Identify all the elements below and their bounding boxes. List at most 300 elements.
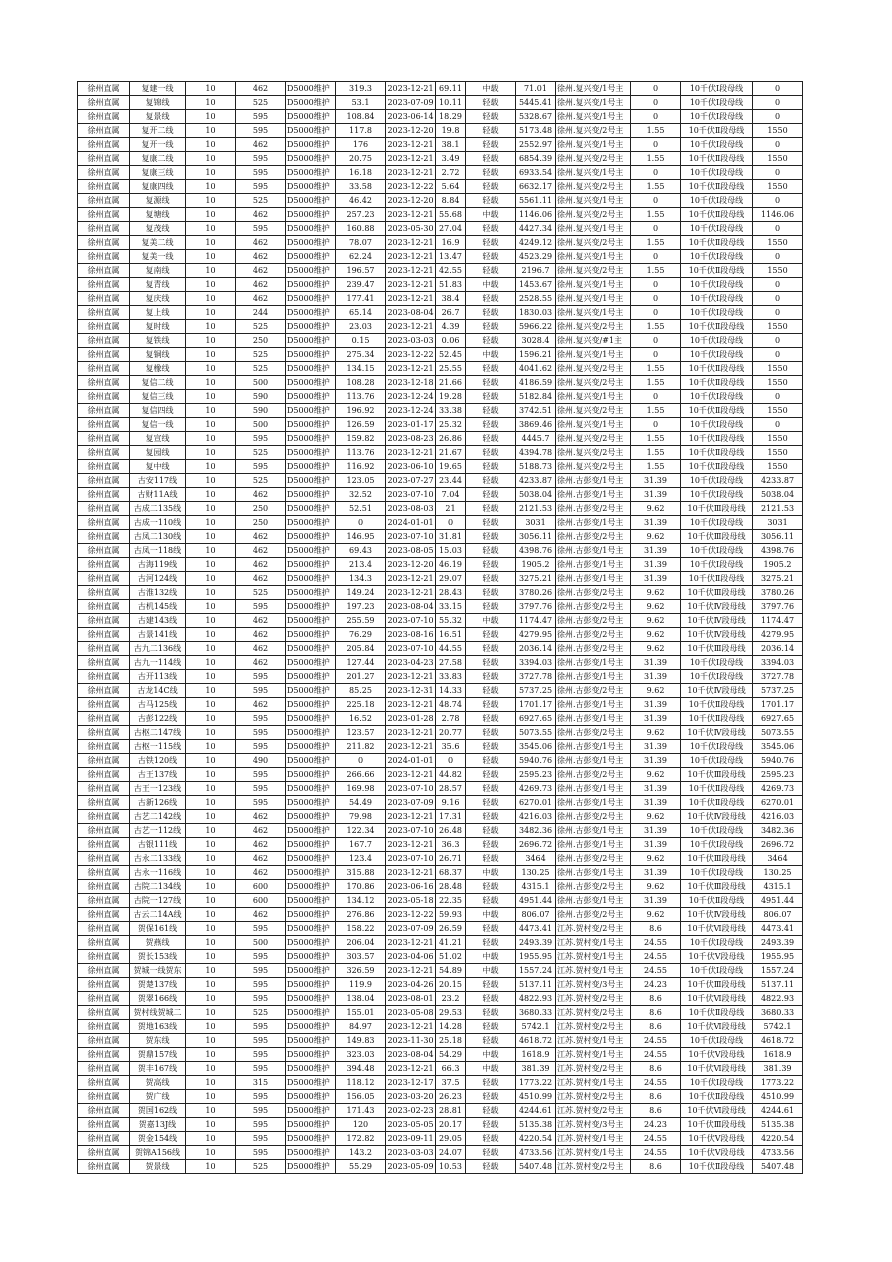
cell-system: D5000维护 (286, 726, 336, 740)
cell-transformer-load: 9.62 (631, 880, 681, 894)
cell-system: D5000维护 (286, 782, 336, 796)
cell-load-status: 中载 (466, 908, 516, 922)
cell-load: 54.49 (336, 796, 386, 810)
cell-load-rate: 25.18 (436, 1034, 466, 1048)
cell-transformer: 江苏.贺村变/1号主 (556, 964, 631, 978)
cell-busbar: 10千伏Ⅱ段母线 (681, 894, 753, 908)
cell-system: D5000维护 (286, 502, 336, 516)
cell-section: 500 (236, 376, 286, 390)
cell-transformer: 徐州.古彭变/1号主 (556, 572, 631, 586)
cell-voltage: 10 (186, 138, 236, 152)
cell-load: 123.57 (336, 726, 386, 740)
cell-voltage: 10 (186, 698, 236, 712)
cell-remaining: 4822.93 (516, 992, 556, 1006)
cell-open-capacity: 5407.48 (753, 1160, 803, 1174)
cell-remaining: 4523.29 (516, 250, 556, 264)
cell-section: 462 (236, 208, 286, 222)
cell-load-rate: 13.47 (436, 250, 466, 264)
cell-unit: 徐州直属 (78, 1034, 130, 1048)
cell-remaining: 5137.11 (516, 978, 556, 992)
cell-unit: 徐州直属 (78, 740, 130, 754)
cell-unit: 徐州直属 (78, 418, 130, 432)
cell-load-rate: 15.03 (436, 544, 466, 558)
cell-remaining: 1830.03 (516, 306, 556, 320)
cell-transformer-load: 31.39 (631, 474, 681, 488)
cell-transformer: 徐州.古彭变/2号主 (556, 852, 631, 866)
table-row (78, 768, 803, 782)
cell-load-status: 轻载 (466, 474, 516, 488)
cell-date: 2023-06-16 (386, 880, 436, 894)
cell-line-name: 古景141线 (130, 628, 186, 642)
cell-system: D5000维护 (286, 684, 336, 698)
cell-unit: 徐州直属 (78, 236, 130, 250)
table-row (78, 530, 803, 544)
cell-load-status: 轻载 (466, 166, 516, 180)
cell-busbar: 10千伏Ⅲ段母线 (681, 502, 753, 516)
cell-load-status: 轻载 (466, 992, 516, 1006)
cell-remaining: 3394.03 (516, 656, 556, 670)
cell-load-rate: 4.39 (436, 320, 466, 334)
cell-load-status: 轻载 (466, 138, 516, 152)
cell-open-capacity: 0 (753, 292, 803, 306)
cell-remaining: 5188.73 (516, 460, 556, 474)
cell-system: D5000维护 (286, 824, 336, 838)
cell-busbar: 10千伏Ⅲ段母线 (681, 642, 753, 656)
cell-busbar: 10千伏Ⅰ段母线 (681, 334, 753, 348)
cell-transformer-load: 8.6 (631, 1090, 681, 1104)
cell-line-name: 古王137线 (130, 768, 186, 782)
cell-open-capacity: 1773.22 (753, 1076, 803, 1090)
cell-load-rate: 46.19 (436, 558, 466, 572)
cell-unit: 徐州直属 (78, 1104, 130, 1118)
cell-section: 462 (236, 852, 286, 866)
cell-unit: 徐州直属 (78, 376, 130, 390)
cell-transformer-load: 31.39 (631, 656, 681, 670)
cell-section: 595 (236, 180, 286, 194)
cell-remaining: 4427.34 (516, 222, 556, 236)
cell-open-capacity: 4233.87 (753, 474, 803, 488)
cell-transformer-load: 0 (631, 418, 681, 432)
cell-busbar: 10千伏Ⅳ段母线 (681, 684, 753, 698)
cell-line-name: 贺国162线 (130, 1104, 186, 1118)
cell-line-name: 古凤一118线 (130, 544, 186, 558)
cell-load: 196.92 (336, 404, 386, 418)
cell-unit: 徐州直属 (78, 1020, 130, 1034)
cell-remaining: 3545.06 (516, 740, 556, 754)
cell-load: 196.57 (336, 264, 386, 278)
cell-transformer-load: 9.62 (631, 502, 681, 516)
cell-transformer: 徐州.古彭变/2号主 (556, 628, 631, 642)
cell-load-status: 轻载 (466, 880, 516, 894)
cell-open-capacity: 5137.11 (753, 978, 803, 992)
cell-load-status: 轻载 (466, 1020, 516, 1034)
cell-voltage: 10 (186, 362, 236, 376)
cell-remaining: 2196.7 (516, 264, 556, 278)
cell-section: 462 (236, 642, 286, 656)
table-row (78, 1048, 803, 1062)
cell-busbar: 10千伏Ⅲ段母线 (681, 880, 753, 894)
cell-voltage: 10 (186, 124, 236, 138)
cell-date: 2023-12-21 (386, 670, 436, 684)
cell-load: 52.51 (336, 502, 386, 516)
cell-open-capacity: 5742.1 (753, 1020, 803, 1034)
cell-load: 119.9 (336, 978, 386, 992)
cell-remaining: 4618.72 (516, 1034, 556, 1048)
cell-transformer: 徐州.复兴变/1号主 (556, 166, 631, 180)
cell-busbar: 10千伏Ⅳ段母线 (681, 726, 753, 740)
cell-section: 250 (236, 334, 286, 348)
cell-load-rate: 20.77 (436, 726, 466, 740)
table-row (78, 362, 803, 376)
cell-load: 159.82 (336, 432, 386, 446)
cell-open-capacity: 2595.23 (753, 768, 803, 782)
cell-section: 595 (236, 432, 286, 446)
cell-load-rate: 59.93 (436, 908, 466, 922)
cell-date: 2023-05-05 (386, 1118, 436, 1132)
cell-load-status: 轻载 (466, 1146, 516, 1160)
cell-busbar: 10千伏Ⅳ段母线 (681, 908, 753, 922)
cell-voltage: 10 (186, 810, 236, 824)
table-row (78, 950, 803, 964)
cell-date: 2023-07-09 (386, 96, 436, 110)
cell-remaining: 4186.59 (516, 376, 556, 390)
cell-open-capacity: 4216.03 (753, 810, 803, 824)
cell-unit: 徐州直属 (78, 180, 130, 194)
cell-voltage: 10 (186, 502, 236, 516)
cell-unit: 徐州直属 (78, 152, 130, 166)
cell-remaining: 4510.99 (516, 1090, 556, 1104)
table-row (78, 1062, 803, 1076)
cell-system: D5000维护 (286, 222, 336, 236)
cell-transformer-load: 8.6 (631, 1062, 681, 1076)
cell-load-rate: 28.48 (436, 880, 466, 894)
cell-open-capacity: 0 (753, 222, 803, 236)
cell-load-status: 轻载 (466, 236, 516, 250)
cell-transformer: 徐州.古彭变/2号主 (556, 768, 631, 782)
cell-line-name: 古成二135线 (130, 502, 186, 516)
table-row (78, 670, 803, 684)
cell-transformer-load: 31.39 (631, 824, 681, 838)
cell-remaining: 4398.76 (516, 544, 556, 558)
cell-unit: 徐州直属 (78, 796, 130, 810)
cell-line-name: 古银111线 (130, 838, 186, 852)
cell-transformer: 江苏.贺村变/1号主 (556, 1132, 631, 1146)
cell-busbar: 10千伏Ⅳ段母线 (681, 628, 753, 642)
cell-unit: 徐州直属 (78, 992, 130, 1006)
cell-load-status: 轻载 (466, 96, 516, 110)
cell-load-rate: 36.3 (436, 838, 466, 852)
cell-load-rate: 21.66 (436, 376, 466, 390)
cell-voltage: 10 (186, 1090, 236, 1104)
table-row (78, 1006, 803, 1020)
cell-transformer: 徐州.复兴变/1号主 (556, 348, 631, 362)
cell-unit: 徐州直属 (78, 572, 130, 586)
cell-system: D5000维护 (286, 166, 336, 180)
cell-busbar: 10千伏Ⅵ段母线 (681, 992, 753, 1006)
cell-open-capacity: 1550 (753, 362, 803, 376)
cell-section: 500 (236, 936, 286, 950)
cell-transformer: 徐州.古彭变/2号主 (556, 614, 631, 628)
cell-load-status: 轻载 (466, 306, 516, 320)
cell-load-rate: 54.89 (436, 964, 466, 978)
cell-section: 490 (236, 754, 286, 768)
cell-line-name: 复中线 (130, 460, 186, 474)
cell-busbar: 10千伏Ⅳ段母线 (681, 614, 753, 628)
cell-date: 2023-12-21 (386, 82, 436, 96)
cell-voltage: 10 (186, 628, 236, 642)
cell-section: 595 (236, 1132, 286, 1146)
cell-transformer-load: 31.39 (631, 516, 681, 530)
cell-section: 500 (236, 418, 286, 432)
cell-line-name: 贺长153线 (130, 950, 186, 964)
cell-load-rate: 23.44 (436, 474, 466, 488)
table-row (78, 614, 803, 628)
cell-load-rate: 0.06 (436, 334, 466, 348)
cell-voltage: 10 (186, 880, 236, 894)
table-row (78, 250, 803, 264)
cell-busbar: 10千伏Ⅱ段母线 (681, 124, 753, 138)
cell-date: 2023-12-21 (386, 250, 436, 264)
cell-transformer: 徐州.复兴变/1号主 (556, 390, 631, 404)
cell-transformer-load: 31.39 (631, 698, 681, 712)
cell-transformer: 徐州.复兴变/2号主 (556, 264, 631, 278)
cell-load-status: 轻载 (466, 1090, 516, 1104)
cell-load: 108.84 (336, 110, 386, 124)
cell-transformer: 徐州.古彭变/1号主 (556, 754, 631, 768)
cell-line-name: 贺村线贺城二 (130, 1006, 186, 1020)
cell-transformer-load: 8.6 (631, 922, 681, 936)
cell-remaining: 2036.14 (516, 642, 556, 656)
cell-remaining: 2493.39 (516, 936, 556, 950)
cell-unit: 徐州直属 (78, 208, 130, 222)
cell-voltage: 10 (186, 222, 236, 236)
cell-system: D5000维护 (286, 1104, 336, 1118)
cell-transformer: 徐州.古彭变/1号主 (556, 698, 631, 712)
cell-load: 78.07 (336, 236, 386, 250)
cell-unit: 徐州直属 (78, 782, 130, 796)
cell-unit: 徐州直属 (78, 1146, 130, 1160)
cell-load-status: 轻载 (466, 418, 516, 432)
cell-transformer: 徐州.古彭变/2号主 (556, 600, 631, 614)
cell-line-name: 古淮132线 (130, 586, 186, 600)
cell-system: D5000维护 (286, 516, 336, 530)
cell-load-status: 中载 (466, 208, 516, 222)
cell-transformer: 徐州.复兴变/2号主 (556, 180, 631, 194)
cell-transformer-load: 9.62 (631, 852, 681, 866)
cell-date: 2023-12-21 (386, 278, 436, 292)
cell-transformer: 徐州.古彭变/1号主 (556, 740, 631, 754)
cell-line-name: 复宣线 (130, 432, 186, 446)
cell-unit: 徐州直属 (78, 166, 130, 180)
cell-section: 462 (236, 544, 286, 558)
cell-line-name: 贺金154线 (130, 1132, 186, 1146)
cell-date: 2023-08-04 (386, 1048, 436, 1062)
cell-open-capacity: 0 (753, 306, 803, 320)
cell-open-capacity: 1550 (753, 180, 803, 194)
cell-load-rate: 24.07 (436, 1146, 466, 1160)
cell-voltage: 10 (186, 1132, 236, 1146)
cell-busbar: 10千伏Ⅱ段母线 (681, 1006, 753, 1020)
cell-transformer: 徐州.古彭变/1号主 (556, 894, 631, 908)
cell-load-rate: 25.32 (436, 418, 466, 432)
cell-voltage: 10 (186, 474, 236, 488)
cell-unit: 徐州直属 (78, 348, 130, 362)
cell-load-status: 轻载 (466, 642, 516, 656)
cell-unit: 徐州直属 (78, 96, 130, 110)
cell-remaining: 4445.7 (516, 432, 556, 446)
cell-date: 2023-12-24 (386, 404, 436, 418)
cell-transformer: 徐州.古彭变/2号主 (556, 642, 631, 656)
cell-section: 462 (236, 488, 286, 502)
cell-busbar: 10千伏Ⅱ段母线 (681, 572, 753, 586)
cell-load-rate: 26.71 (436, 852, 466, 866)
cell-load-rate: 41.21 (436, 936, 466, 950)
cell-line-name: 复上线 (130, 306, 186, 320)
cell-transformer-load: 1.55 (631, 124, 681, 138)
cell-section: 595 (236, 1104, 286, 1118)
cell-line-name: 古财11A线 (130, 488, 186, 502)
cell-date: 2023-03-20 (386, 1090, 436, 1104)
table-row (78, 782, 803, 796)
cell-transformer-load: 0 (631, 348, 681, 362)
table-row (78, 936, 803, 950)
cell-line-name: 复庆线 (130, 292, 186, 306)
cell-load-status: 中载 (466, 950, 516, 964)
cell-system: D5000维护 (286, 1048, 336, 1062)
cell-open-capacity: 3056.11 (753, 530, 803, 544)
cell-system: D5000维护 (286, 1090, 336, 1104)
cell-busbar: 10千伏Ⅵ段母线 (681, 1104, 753, 1118)
cell-date: 2023-05-09 (386, 1160, 436, 1174)
table-row (78, 838, 803, 852)
cell-system: D5000维护 (286, 390, 336, 404)
cell-load-status: 轻载 (466, 852, 516, 866)
cell-date: 2023-12-21 (386, 726, 436, 740)
cell-remaining: 4233.87 (516, 474, 556, 488)
cell-voltage: 10 (186, 110, 236, 124)
cell-remaining: 6632.17 (516, 180, 556, 194)
cell-section: 250 (236, 502, 286, 516)
cell-date: 2023-12-21 (386, 166, 436, 180)
cell-busbar: 10千伏Ⅴ段母线 (681, 1048, 753, 1062)
cell-system: D5000维护 (286, 152, 336, 166)
cell-busbar: 10千伏Ⅵ段母线 (681, 922, 753, 936)
cell-system: D5000维护 (286, 138, 336, 152)
cell-remaining: 4394.78 (516, 446, 556, 460)
cell-date: 2023-08-23 (386, 432, 436, 446)
table-row (78, 1146, 803, 1160)
cell-load-rate: 48.74 (436, 698, 466, 712)
cell-system: D5000维护 (286, 950, 336, 964)
table-row (78, 166, 803, 180)
cell-system: D5000维护 (286, 446, 336, 460)
cell-open-capacity: 3275.21 (753, 572, 803, 586)
cell-transformer: 徐州.复兴变/2号主 (556, 432, 631, 446)
table-row (78, 908, 803, 922)
cell-date: 2023-12-21 (386, 362, 436, 376)
cell-system: D5000维护 (286, 264, 336, 278)
cell-load-status: 轻载 (466, 684, 516, 698)
cell-unit: 徐州直属 (78, 838, 130, 852)
cell-system: D5000维护 (286, 320, 336, 334)
cell-unit: 徐州直属 (78, 474, 130, 488)
cell-load: 53.1 (336, 96, 386, 110)
cell-load: 62.24 (336, 250, 386, 264)
cell-line-name: 贺锦A156线 (130, 1146, 186, 1160)
cell-line-name: 复康二线 (130, 152, 186, 166)
cell-transformer: 徐州.复兴变/2号主 (556, 362, 631, 376)
cell-voltage: 10 (186, 600, 236, 614)
cell-date: 2023-12-21 (386, 320, 436, 334)
cell-load-status: 轻载 (466, 292, 516, 306)
cell-date: 2023-03-03 (386, 334, 436, 348)
cell-load-status: 轻载 (466, 1118, 516, 1132)
cell-transformer: 徐州.古彭变/1号主 (556, 516, 631, 530)
cell-busbar: 10千伏Ⅰ段母线 (681, 166, 753, 180)
cell-load-rate: 17.31 (436, 810, 466, 824)
cell-line-name: 古云二14A线 (130, 908, 186, 922)
cell-open-capacity: 1955.95 (753, 950, 803, 964)
cell-load-rate: 9.16 (436, 796, 466, 810)
cell-remaining: 3869.46 (516, 418, 556, 432)
cell-load: 266.66 (336, 768, 386, 782)
cell-line-name: 复开二线 (130, 124, 186, 138)
cell-line-name: 贺嘉13J线 (130, 1118, 186, 1132)
cell-voltage: 10 (186, 852, 236, 866)
cell-load: 315.88 (336, 866, 386, 880)
table-row (78, 110, 803, 124)
cell-load-status: 轻载 (466, 894, 516, 908)
cell-open-capacity: 4220.54 (753, 1132, 803, 1146)
cell-system: D5000维护 (286, 1034, 336, 1048)
cell-load: 85.25 (336, 684, 386, 698)
cell-unit: 徐州直属 (78, 278, 130, 292)
cell-transformer-load: 0 (631, 96, 681, 110)
cell-date: 2023-12-21 (386, 264, 436, 278)
cell-transformer-load: 24.55 (631, 1076, 681, 1090)
table-row (78, 404, 803, 418)
cell-transformer-load: 24.55 (631, 1048, 681, 1062)
cell-busbar: 10千伏Ⅴ段母线 (681, 950, 753, 964)
cell-busbar: 10千伏Ⅱ段母线 (681, 264, 753, 278)
cell-voltage: 10 (186, 278, 236, 292)
cell-line-name: 复康三线 (130, 166, 186, 180)
cell-date: 2023-07-10 (386, 530, 436, 544)
cell-system: D5000维护 (286, 82, 336, 96)
cell-line-name: 古海119线 (130, 558, 186, 572)
cell-open-capacity: 1550 (753, 404, 803, 418)
cell-remaining: 4269.73 (516, 782, 556, 796)
cell-voltage: 10 (186, 208, 236, 222)
cell-transformer: 徐州.古彭变/2号主 (556, 726, 631, 740)
cell-load: 120 (336, 1118, 386, 1132)
table-row (78, 796, 803, 810)
cell-load-rate: 7.04 (436, 488, 466, 502)
cell-voltage: 10 (186, 236, 236, 250)
cell-open-capacity: 1550 (753, 124, 803, 138)
cell-section: 600 (236, 880, 286, 894)
cell-transformer-load: 1.55 (631, 460, 681, 474)
cell-transformer: 徐州.古彭变/1号主 (556, 838, 631, 852)
cell-section: 462 (236, 530, 286, 544)
cell-system: D5000维护 (286, 194, 336, 208)
cell-line-name: 古艺二142线 (130, 810, 186, 824)
cell-section: 595 (236, 600, 286, 614)
cell-busbar: 10千伏Ⅰ段母线 (681, 418, 753, 432)
cell-line-name: 古龙14C线 (130, 684, 186, 698)
table-row (78, 236, 803, 250)
cell-date: 2023-07-09 (386, 922, 436, 936)
